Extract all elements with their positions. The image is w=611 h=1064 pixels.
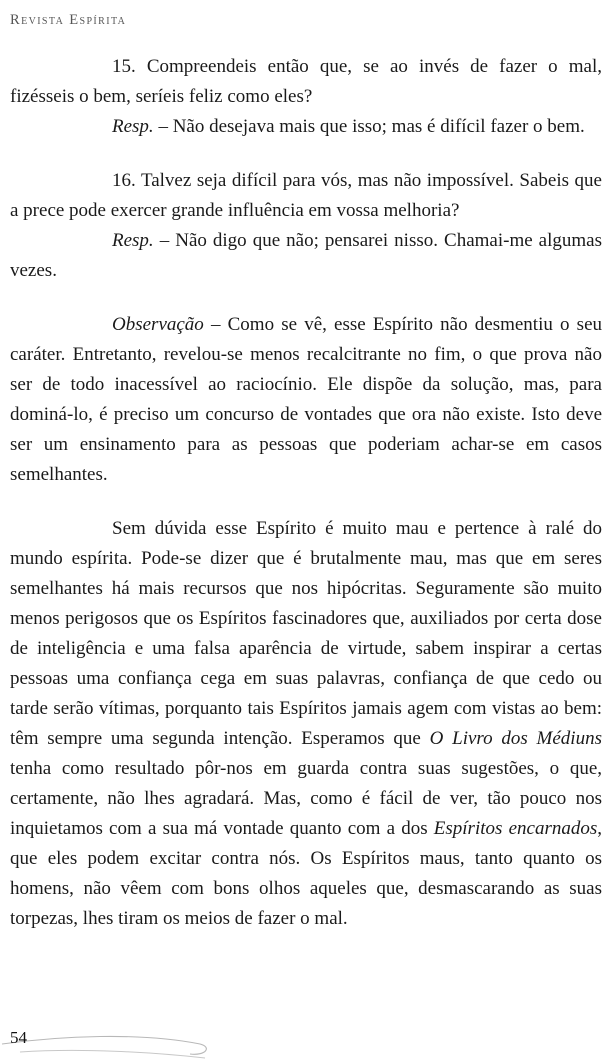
question-15: 15. Compreendeis então que, se ao invés de fazer o mal, fizésseis o bem, seríeis feliz como eles?: [10, 56, 602, 107]
answer-text: – Não desejava mais que isso; mas é difícil fazer o bem.: [153, 116, 585, 137]
footer-ornament-icon: [0, 1022, 230, 1062]
closing-text: tenha como resultado pôr-nos em guarda contra suas sugestões, o que, certamente, não lhes agradará. Mas, como é fácil de ver, tão pouco nos inquietamos com a sua má vontade quanto com a dos: [10, 758, 602, 839]
emphasized-term: Espíritos encarnados: [433, 818, 598, 839]
closing-text: , que eles podem excitar contra nós. Os Espíritos maus, tanto quanto os homens, não vêem com bons olhos aqueles que, desmascarando as suas torpezas, lhes tiram os meios de fazer o mal.: [10, 818, 602, 929]
closing-paragraph: [10, 514, 602, 934]
page-number: 54: [10, 1028, 27, 1047]
answer-label: Resp.: [112, 230, 154, 251]
answer-16: [10, 226, 602, 286]
observation-paragraph: [10, 310, 602, 490]
answer-label: Resp.: [112, 116, 154, 137]
page-body: [10, 52, 602, 934]
answer-text: – Não digo que não; pensarei nisso. Chamai-me algumas vezes.: [10, 230, 602, 281]
observation-text: – Como se vê, esse Espírito não desmentiu o seu caráter. Entretanto, revelou-se menos recalcitrante no fim, o que prova não ser de todo inacessível ao raciocínio. Ele dispõe da solução, mas, para dominá-lo, é preciso um concurso de vontades que ora não existe. Isto deve ser um ensinamento para as pessoas que poderiam achar-se em casos semelhantes.: [10, 314, 602, 485]
closing-text: Sem dúvida esse Espírito é muito mau e pertence à ralé do mundo espírita. Pode-se dizer que é brutalmente mau, mas que em seres semelhantes há mais recursos que nos hipócritas. Seguramente são muito menos perigosos que os Espíritos fascinadores que, auxiliados por certa dose de inteligência e uma falsa aparência de virtude, sabem inspirar a certas pessoas uma confiança cega em suas palavras, confiança de que cedo ou tarde serão vítimas, porquanto tais Espíritos jamais agem com vistas ao bem: têm sempre uma segunda intenção. Esperamos que: [10, 518, 602, 749]
question-16: 16. Talvez seja difícil para vós, mas não impossível. Sabeis que a prece pode exercer grande influência em vossa melhoria?: [10, 170, 602, 221]
running-header: Revista Espírita: [10, 12, 127, 28]
answer-15: [10, 112, 602, 142]
book-title: O Livro dos Médiuns: [429, 728, 602, 749]
observation-label: Observação: [112, 314, 204, 335]
